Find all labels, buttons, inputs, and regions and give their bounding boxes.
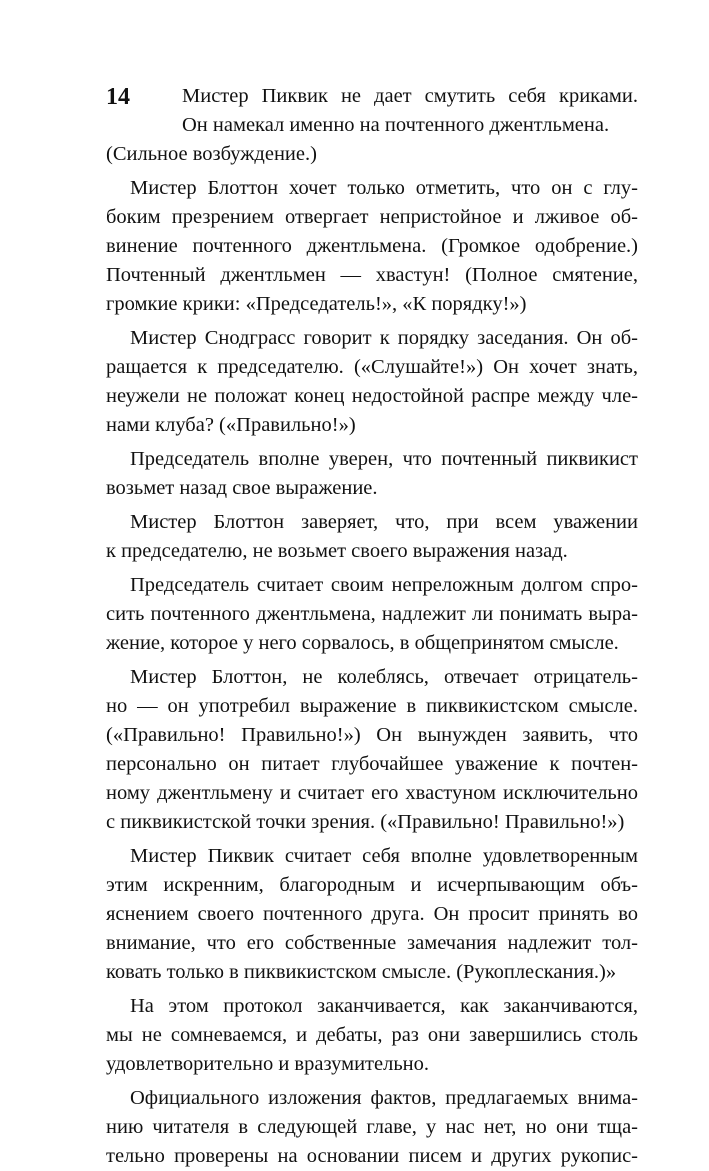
text-line: этим искренним, благородным и исчерпывающим объ- bbox=[106, 874, 638, 896]
paragraph bbox=[106, 324, 638, 440]
text-line: громкие крики: «Председатель!», «К порядку!») bbox=[106, 293, 527, 315]
text-line: Мистер Блоттон хочет только отметить, что он с глу- bbox=[130, 177, 638, 199]
text-line: Председатель считает своим непреложным долгом спро- bbox=[130, 574, 638, 596]
text-line: боким презрением отвергает непристойное и лживое об- bbox=[106, 206, 638, 228]
paragraph bbox=[106, 571, 638, 658]
text-line: Мистер Пиквик считает себя вполне удовлетворенным bbox=[130, 845, 638, 867]
page-number: 14 bbox=[106, 84, 130, 110]
text-line: нами клуба? («Правильно!») bbox=[106, 414, 356, 436]
paragraph bbox=[106, 508, 638, 566]
text-line: персонально он питает глубочайшее уважение к почтен- bbox=[106, 753, 638, 775]
paragraph bbox=[106, 174, 638, 319]
paragraph bbox=[106, 663, 638, 837]
text-line: возьмет назад свое выражение. bbox=[106, 477, 378, 499]
text-line: к председателю, не возьмет своего выражения назад. bbox=[106, 540, 568, 562]
text-line: (Сильное возбуждение.) bbox=[106, 143, 317, 165]
text-line: удовлетворительно и вразумительно. bbox=[106, 1053, 430, 1075]
page-header bbox=[106, 82, 638, 140]
text-line: сить почтенного джентльмена, надлежит ли понимать выра- bbox=[106, 603, 638, 625]
running-text-top bbox=[182, 82, 638, 140]
header-line: Он намекал именно на почтенного джентльмена. bbox=[182, 114, 610, 136]
text-line: но — он употребил выражение в пиквикистском смысле. bbox=[106, 695, 638, 717]
text-line: внимание, что его собственные замечания надлежит тол- bbox=[106, 932, 638, 954]
text-line: жение, которое у него сорвалось, в общепринятом смысле. bbox=[106, 632, 619, 654]
paragraph bbox=[106, 445, 638, 503]
text-line: с пиквикистской точки зрения. («Правильно! Правильно!») bbox=[106, 811, 625, 833]
text-line: Мистер Снодграсс говорит к порядку заседания. Он об- bbox=[130, 327, 638, 349]
paragraph bbox=[106, 992, 638, 1079]
text-line: Официального изложения фактов, предлагаемых внима- bbox=[130, 1087, 638, 1109]
text-line: мы не сомневаемся, и дебаты, раз они завершились столь bbox=[106, 1024, 638, 1046]
text-line: Мистер Блоттон, не колеблясь, отвечает отрицатель- bbox=[130, 666, 638, 688]
text-line: ному джентльмену и считает его хвастуном исключительно bbox=[106, 782, 638, 804]
paragraph bbox=[106, 140, 638, 169]
text-line: нию читателя в следующей главе, у нас нет, но они тща- bbox=[106, 1116, 638, 1138]
text-line: неужели не положат конец недостойной распре между чле- bbox=[106, 385, 638, 407]
text-line: Почтенный джентльмен — хвастун! (Полное смятение, bbox=[106, 264, 638, 286]
text-line: винение почтенного джентльмена. (Громкое одобрение.) bbox=[106, 235, 638, 257]
text-line: На этом протокол заканчивается, как заканчиваются, bbox=[130, 995, 638, 1017]
text-line: («Правильно! Правильно!») Он вынужден заявить, что bbox=[106, 724, 638, 746]
book-page bbox=[106, 82, 638, 1171]
text-line: Председатель вполне уверен, что почтенный пиквикист bbox=[130, 448, 638, 470]
text-line: яснением своего почтенного друга. Он просит принять во bbox=[106, 903, 638, 925]
header-line: Мистер Пиквик не дает смутить себя криками. bbox=[182, 85, 638, 107]
paragraph bbox=[106, 1084, 638, 1171]
text-line: тельно проверены на основании писем и других рукопис- bbox=[106, 1145, 638, 1167]
paragraph bbox=[106, 842, 638, 987]
text-line: Мистер Блоттон заверяет, что, при всем уважении bbox=[130, 511, 638, 533]
text-line: ращается к председателю. («Слушайте!») Он хочет знать, bbox=[106, 356, 638, 378]
text-line: ковать только в пиквикистском смысле. (Рукоплескания.)» bbox=[106, 961, 617, 983]
body-text bbox=[106, 140, 638, 1171]
